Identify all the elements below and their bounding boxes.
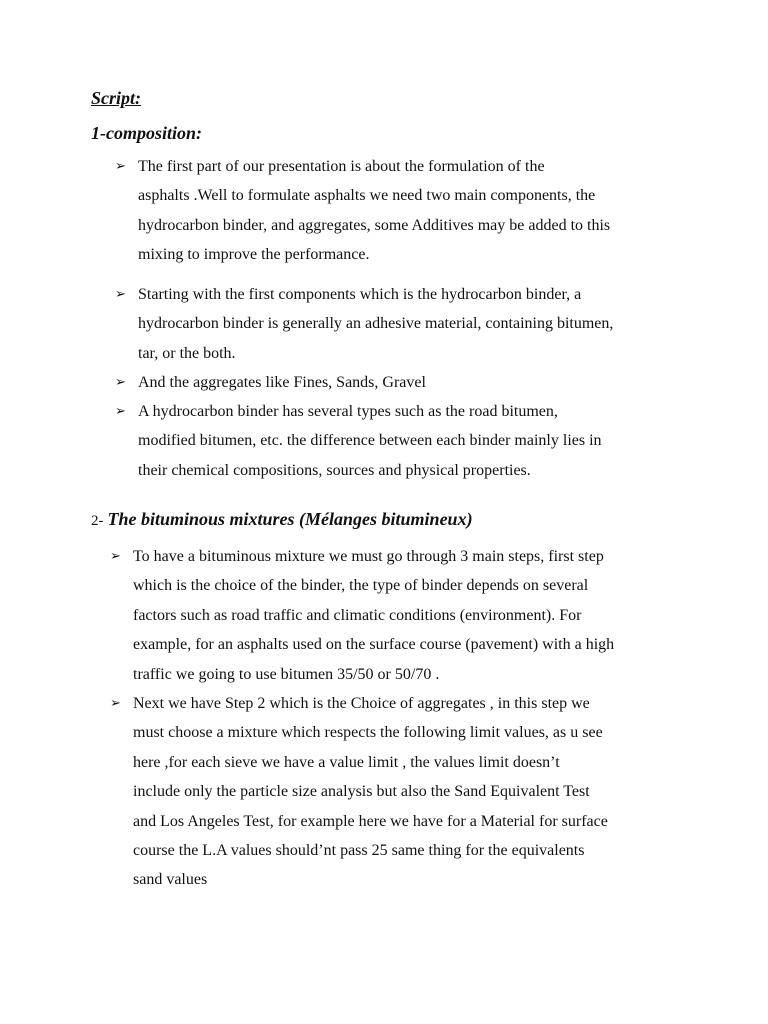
section1-bullet-2 [115, 280, 614, 368]
arrow-bullet-icon: ➢ [115, 404, 126, 419]
bullet-line: asphalts .Well to formulate asphalts we need two main components, the [138, 187, 596, 205]
bullet-line: factors such as road traffic and climatic conditions (environment). For [133, 606, 582, 624]
section1-title: 1-composition: [91, 123, 202, 143]
arrow-bullet-icon: ➢ [115, 159, 126, 174]
arrow-bullet-icon: ➢ [110, 696, 121, 711]
arrow-bullet-icon: ➢ [115, 287, 126, 302]
section1-bullet-1 [115, 152, 611, 270]
bullet-line: include only the particle size analysis but also the Sand Equivalent Test [133, 783, 590, 801]
bullet-line: their chemical compositions, sources and physical properties. [138, 461, 531, 479]
bullet-line: traffic we going to use bitumen 35/50 or 50/70 . [133, 665, 440, 683]
section2-title-text: The bituminous mixtures (Mélanges bitumineux) [107, 509, 473, 529]
arrow-bullet-icon: ➢ [115, 375, 126, 390]
bullet-line: Next we have Step 2 which is the Choice of aggregates , in this step we [133, 695, 590, 712]
script-heading: Script: [91, 88, 142, 108]
bullet-line: course the L.A values should’nt pass 25 same thing for the equivalents [133, 842, 585, 860]
bullet-line: and Los Angeles Test, for example here we have for a Material for surface [133, 812, 608, 830]
section2-bullet-2 [110, 689, 608, 895]
bullet-line: Starting with the first components which is the hydrocarbon binder, a [138, 286, 582, 303]
section2-title [91, 506, 473, 534]
bullet-line: And the aggregates like Fines, Sands, Gravel [138, 374, 426, 391]
bullet-line: tar, or the both. [138, 344, 236, 362]
bullet-line: To have a bituminous mixture we must go through 3 main steps, first step [133, 548, 604, 565]
bullet-line: example, for an asphalts used on the surface course (pavement) with a high [133, 636, 615, 654]
arrow-bullet-icon: ➢ [110, 549, 121, 564]
section2-number: 2- [91, 513, 104, 529]
section1-bullet-3 [115, 368, 426, 397]
bullet-line: A hydrocarbon binder has several types such as the road bitumen, [138, 403, 558, 420]
bullet-line: The first part of our presentation is about the formulation of the [138, 158, 545, 175]
bullet-line: sand values [133, 871, 208, 889]
bullet-line: mixing to improve the performance. [138, 246, 370, 264]
bullet-line: modified bitumen, etc. the difference between each binder mainly lies in [138, 432, 602, 450]
bullet-line: must choose a mixture which respects the following limit values, as u see [133, 724, 603, 742]
bullet-line: which is the choice of the binder, the type of binder depends on several [133, 577, 589, 595]
section1-bullet-4 [115, 397, 602, 485]
section2-bullet-1 [110, 542, 615, 689]
bullet-line: here ,for each sieve we have a value limit , the values limit doesn’t [133, 753, 560, 771]
bullet-line: hydrocarbon binder, and aggregates, some Additives may be added to this [138, 216, 611, 234]
bullet-line: hydrocarbon binder is generally an adhesive material, containing bitumen, [138, 315, 614, 333]
